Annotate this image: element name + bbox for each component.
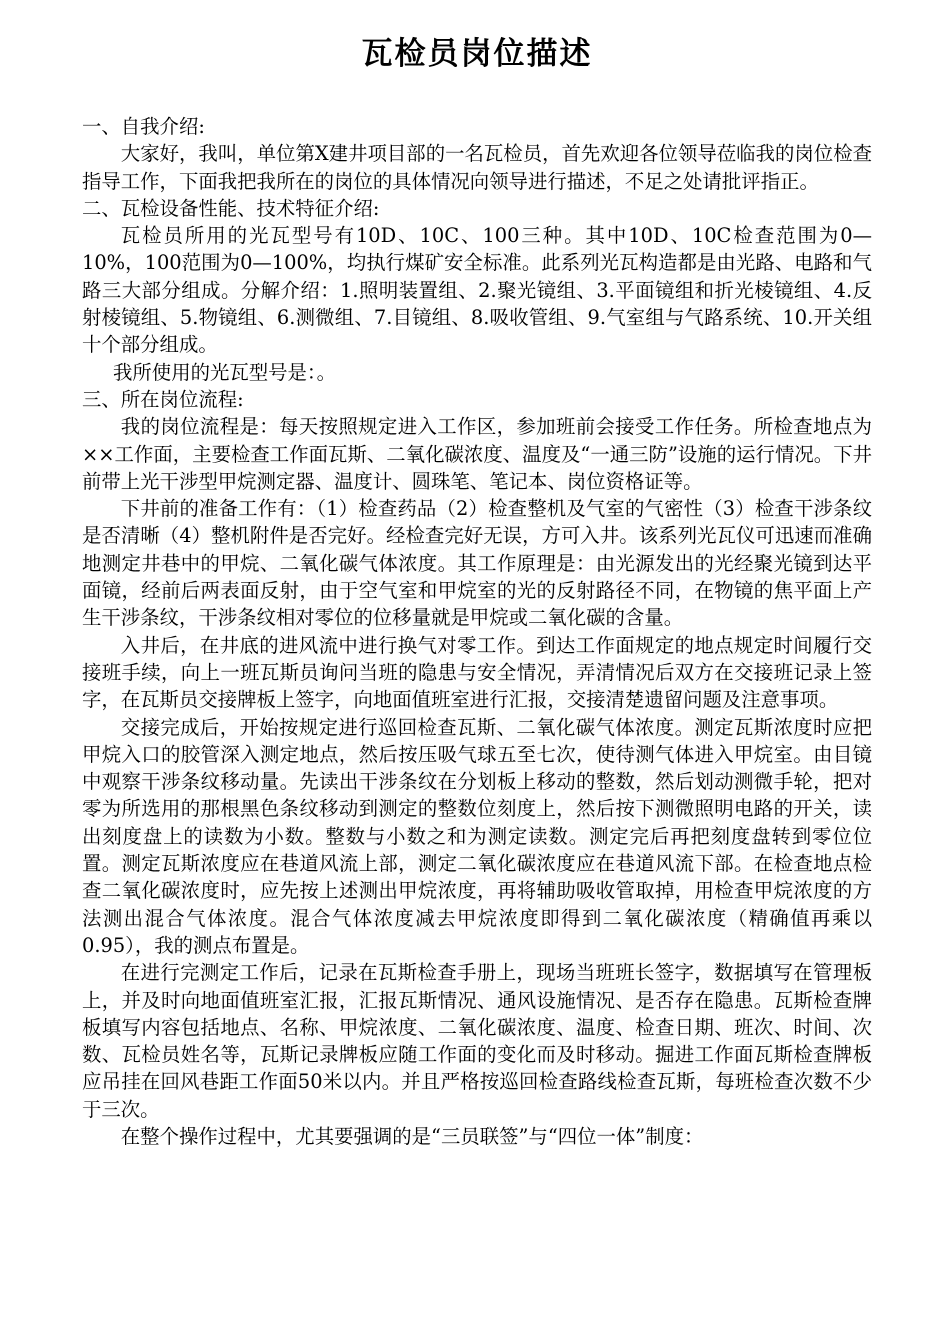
paragraph-workflow-daily: 我的岗位流程是：每天按照规定进入工作区，参加班前会接受工作任务。所检查地点为××工作面，主要检查工作面瓦斯、二氧化碳浓度、温度及“一通三防”设施的运行情况。下井前带上光干涉型甲烷测定器、温度计、圆珠笔、笔记本、岗位资格证等。 (82, 415, 872, 493)
paragraph-equipment-model: 我所使用的光瓦型号是：。 (113, 360, 337, 384)
paragraph-workflow-inspection: 交接完成后，开始按规定进行巡回检查瓦斯、二氧化碳气体浓度。测定瓦斯浓度时应把甲烷入口的胶管深入测定地点，然后按压吸气球五至七次，使待测气体进入甲烷室。由目镜中观察干涉条纹移动量。先读出干涉条纹在分划板上移动的整数，然后划动测微手轮，把对零为所选用的那根黑色条纹移动到测定的整数位刻度上，然后按下测微照明电路的开关，读出刻度盘上的读数为小数。整数与小数之和为测定读数。测定完后再把刻度盘转到零位位置。测定瓦斯浓度应在巷道风流上部，测定二氧化碳浓度应在巷道风流下部。在检查地点检查二氧化碳浓度时，应先按上述测出甲烷浓度，再将辅助吸收管取掉，用检查甲烷浓度的方法测出混合气体浓度。混合气体浓度减去甲烷浓度即得到二氧化碳浓度（精确值再乘以0.95），我的测点布置是。 (82, 715, 872, 957)
document-title: 瓦检员岗位描述 (361, 36, 593, 72)
section-heading-equipment: 二、瓦检设备性能、技术特征介绍: (82, 196, 380, 220)
paragraph-self-introduction: 大家好，我叫，单位第X建井项目部的一名瓦检员，首先欢迎各位领导莅临我的岗位检查指导工作，下面我把我所在的岗位的具体情况向领导进行描述，不足之处请批评指正。 (82, 142, 872, 193)
section-heading-self-introduction: 一、自我介绍: (82, 115, 205, 138)
paragraph-equipment-description: 瓦检员所用的光瓦型号有10D、10C、100三种。其中10D、10C检查范围为0—10%，100范围为0—100%，均执行煤矿安全标准。此系列光瓦构造都是由光路、电路和气路三大部分组成。分解介绍：1.照明装置组、2.聚光镜组、3.平面镜组和折光棱镜组、4.反射棱镜组、5.物镜组、6.测微组、7.目镜组、8.吸收管组、9.气室组与气路系统、10.开关组十个部分组成。 (82, 224, 872, 357)
section-heading-workflow: 三、所在岗位流程: (82, 387, 244, 411)
paragraph-workflow-preparation: 下井前的准备工作有：（1）检查药品（2）检查整机及气室的气密性（3）检查干涉条纹是否清晰（4）整机附件是否完好。经检查完好无误，方可入井。该系列光瓦仪可迅速而准确地测定井巷中的甲烷、二氧化碳气体浓度。其工作原理是：由光源发出的光经聚光镜到达平面镜，经前后两表面反射，由于空气室和甲烷室的光的反射路径不同，在物镜的焦平面上产生干涉条纹，干涉条纹相对零位的位移量就是甲烷或二氧化碳的含量。 (82, 497, 872, 630)
paragraph-workflow-emphasis: 在整个操作过程中，尤其要强调的是“三员联签”与“四位一体”制度： (120, 1124, 704, 1148)
document-page (82, 30, 872, 1150)
paragraph-workflow-shift-handover: 入井后，在井底的进风流中进行换气对零工作。到达工作面规定的地点规定时间履行交接班手续，向上一班瓦斯员询问当班的隐患与安全情况，弄清情况后双方在交接班记录上签字，在瓦斯员交接牌板上签字，向地面值班室进行汇报，交接清楚遗留问题及注意事项。 (82, 633, 872, 712)
paragraph-workflow-recording: 在进行完测定工作后，记录在瓦斯检查手册上，现场当班班长签字，数据填写在管理板上，并及时向地面值班室汇报，汇报瓦斯情况、通风设施情况、是否存在隐患。瓦斯检查牌板填写内容包括地点、名称、甲烷浓度、二氧化碳浓度、温度、检查日期、班次、时间、次数、瓦检员姓名等，瓦斯记录牌板应随工作面的变化而及时移动。掘进工作面瓦斯检查牌板应吊挂在回风巷距工作面50米以内。并且严格按巡回检查路线检查瓦斯，每班检查次数不少于三次。 (82, 961, 872, 1121)
